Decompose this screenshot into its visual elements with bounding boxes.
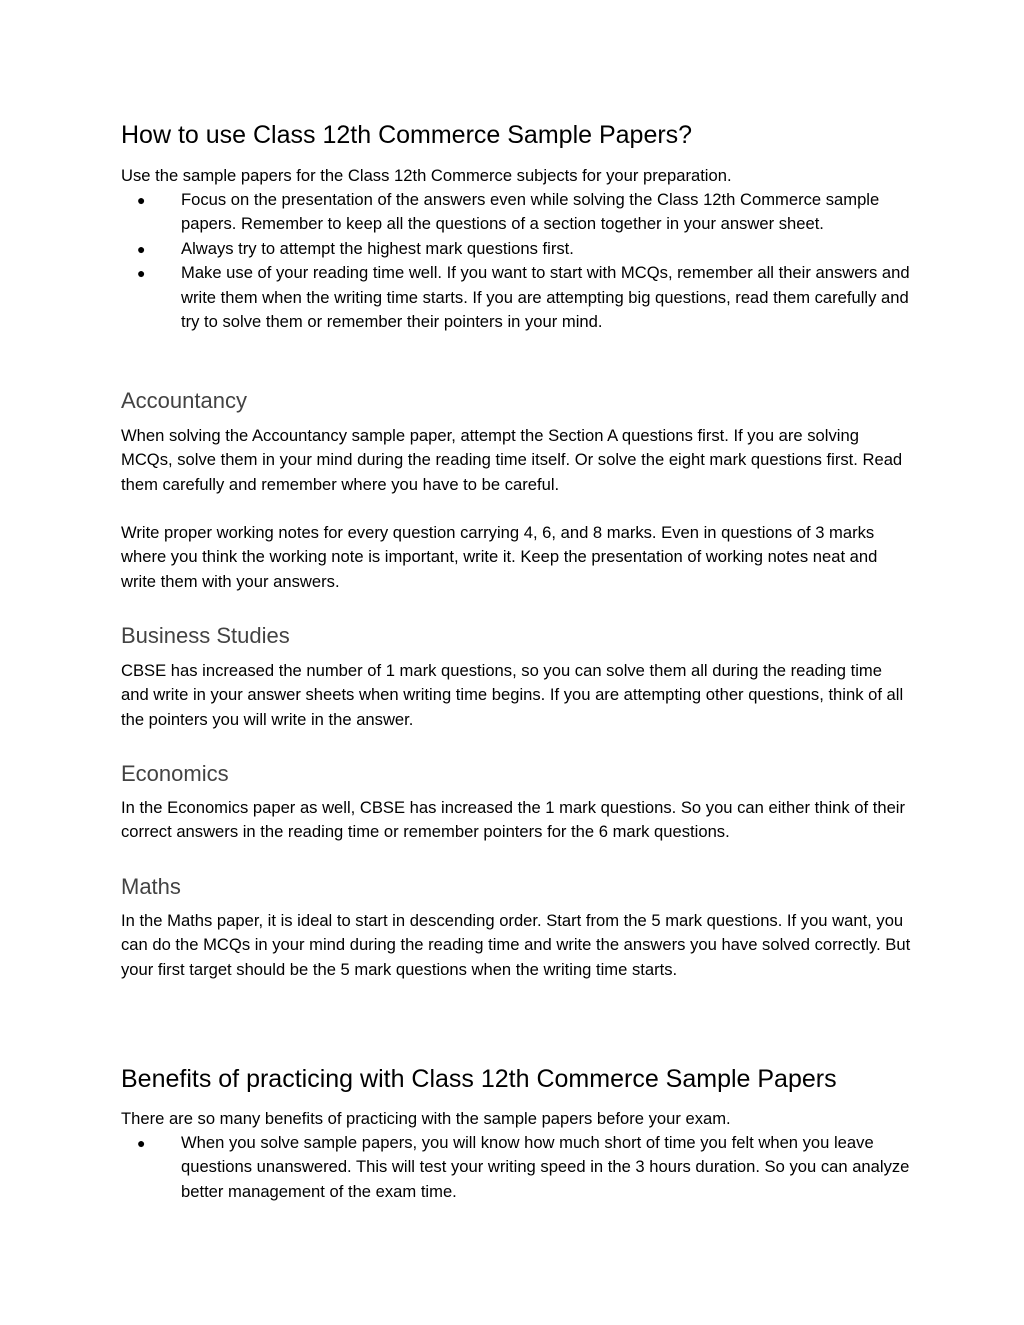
how-to-use-bullet-list <box>121 188 911 334</box>
bullet-text: When you solve sample papers, you will know how much short of time you felt when you leave questions unanswered. This will test your writing speed in the 3 hours duration. So you can analyze better management of the exam time. <box>181 1133 910 1201</box>
bullet-item <box>121 188 911 237</box>
maths-paragraph: In the Maths paper, it is ideal to start in descending order. Start from the 5 mark questions. If you want, you can do the MCQs in your mind during the reading time and write the answers you have solved correctly. But your first target should be the 5 mark questions when the writing time starts. <box>121 911 911 979</box>
subheading-business-studies: Business Studies <box>121 623 290 648</box>
bullet-item <box>121 261 911 334</box>
bullet-text: Make use of your reading time well. If you want to start with MCQs, remember all their answers and write them when the writing time starts. If you are attempting big questions, read them carefully and try to solve them or remember their pointers in your mind. <box>181 263 910 332</box>
section-heading-how-to-use: How to use Class 12th Commerce Sample Papers? <box>121 121 693 149</box>
bullet-icon: ● <box>137 192 146 208</box>
bullet-icon: ● <box>137 1135 146 1151</box>
section-intro-paragraph: Use the sample papers for the Class 12th Commerce subjects for your preparation. <box>121 166 732 185</box>
accountancy-paragraph-1: When solving the Accountancy sample paper, attempt the Section A questions first. If you are solving MCQs, solve them in your mind during the reading time itself. Or solve the eight mark questions first. Read them carefully and remember where you have to be careful. <box>121 426 903 494</box>
bullet-icon: ● <box>137 240 146 257</box>
benefits-bullet-list <box>121 1131 911 1204</box>
economics-paragraph: In the Economics paper as well, CBSE has increased the 1 mark questions. So you can either think of their correct answers in the reading time or remember pointers for the 6 mark questions. <box>121 798 906 842</box>
bullet-text: Always try to attempt the highest mark questions first. <box>181 238 574 258</box>
bullet-item <box>121 1131 911 1204</box>
subheading-maths: Maths <box>121 874 181 899</box>
bullet-item <box>121 237 911 261</box>
bullet-text: Focus on the presentation of the answers even while solving the Class 12th Commerce sample papers. Remember to keep all the questions of a section together in your answer sheet. <box>181 190 880 234</box>
section-heading-benefits: Benefits of practicing with Class 12th Commerce Sample Papers <box>121 1065 837 1093</box>
subheading-economics: Economics <box>121 761 229 786</box>
benefits-intro-paragraph: There are so many benefits of practicing with the sample papers before your exam. <box>121 1109 731 1128</box>
bullet-icon: ● <box>137 265 146 282</box>
accountancy-paragraph-2: Write proper working notes for every question carrying 4, 6, and 8 marks. Even in questions of 3 marks where you think the working note is important, write it. Keep the presentation of working notes neat and write them with your answers. <box>121 523 878 591</box>
subheading-accountancy: Accountancy <box>121 388 247 413</box>
business-studies-paragraph: CBSE has increased the number of 1 mark questions, so you can solve them all during the reading time and write in your answer sheets when writing time begins. If you are attempting other questions, think of all the pointers you will write in the answer. <box>121 661 904 729</box>
